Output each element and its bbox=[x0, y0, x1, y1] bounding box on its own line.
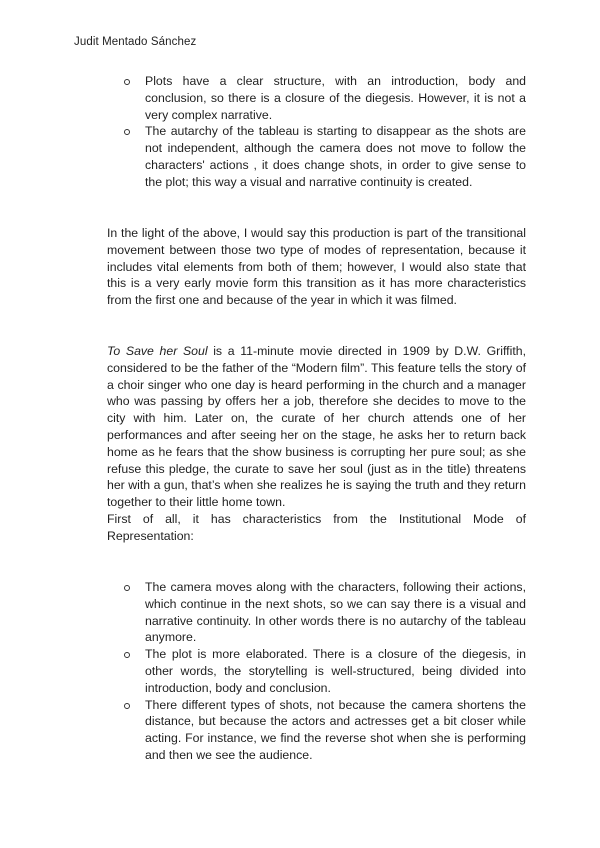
summary-text: is a 11-minute movie directed in 1909 by D.W. Griffith, considered to be the father of the “Modern film”. This feature tells the story of a choir singer who one day is heard performing in the church and a manager who was passing by offers her a job, therefore she decides to move to the city with him. Later on, the curate of her church attends one of her performances and after seeing her on the stage, he asks her to return back home as he fears that the show business is corrupting her pure soul; as she refuse this pledge, the curate to save her soul (just as in the title) threatens her with a gun, that’s when she realizes he is saying the truth and they return together to their little home town. bbox=[107, 344, 526, 510]
list-item bbox=[107, 123, 526, 190]
paragraph-text bbox=[107, 343, 526, 511]
circle-bullet-icon bbox=[124, 129, 130, 135]
header-author: Judit Mentado Sánchez bbox=[74, 36, 197, 48]
paragraph-film-summary bbox=[107, 343, 526, 545]
circle-bullet-icon bbox=[124, 703, 130, 709]
circle-bullet-icon bbox=[124, 652, 130, 658]
circle-bullet-icon bbox=[124, 79, 130, 85]
list-item-text: Plots have a clear structure, with an introduction, body and conclusion, so there is a closure of the diegesis. However, it is not a very complex narrative. bbox=[145, 74, 526, 122]
list-item-text: There different types of shots, not because the camera shortens the distance, but because the actors and actresses get a bit closer while acting. For instance, we find the reverse shot when she is performing and then we see the audience. bbox=[145, 697, 526, 762]
bullet-list-bottom bbox=[107, 579, 526, 764]
list-item bbox=[107, 697, 526, 764]
list-item bbox=[107, 646, 526, 696]
film-title: To Save her Soul bbox=[107, 344, 208, 358]
paragraph-text: In the light of the above, I would say this production is part of the transitional movement between those two type of modes of representation, because it includes vital elements from both of them; however, I would also state that this is a very early movie form this transition as it has more characteristics from the first one and because of the year in which it was filmed. bbox=[107, 226, 526, 308]
paragraph-conclusion bbox=[107, 225, 526, 309]
list-item bbox=[107, 73, 526, 123]
list-item-text: The autarchy of the tableau is starting to disappear as the shots are not independent, although the camera does not move to follow the characters' actions , it does change shots, in order to give sense to the plot; this way a visual and narrative continuity is created. bbox=[145, 124, 526, 189]
list-item-text: The camera moves along with the characters, following their actions, which continue in the next shots, so we can say there is a visual and narrative continuity. In other words there is no autarchy of the tableau anymore. bbox=[145, 580, 526, 645]
bullet-list-top bbox=[107, 73, 526, 191]
circle-bullet-icon bbox=[124, 585, 130, 591]
paragraph-text: First of all, it has characteristics from the Institutional Mode of Representation: bbox=[107, 511, 526, 543]
list-item-text: The plot is more elaborated. There is a closure of the diegesis, in other words, the storytelling is well-structured, being divided into introduction, body and conclusion. bbox=[145, 647, 526, 695]
list-item bbox=[107, 579, 526, 646]
